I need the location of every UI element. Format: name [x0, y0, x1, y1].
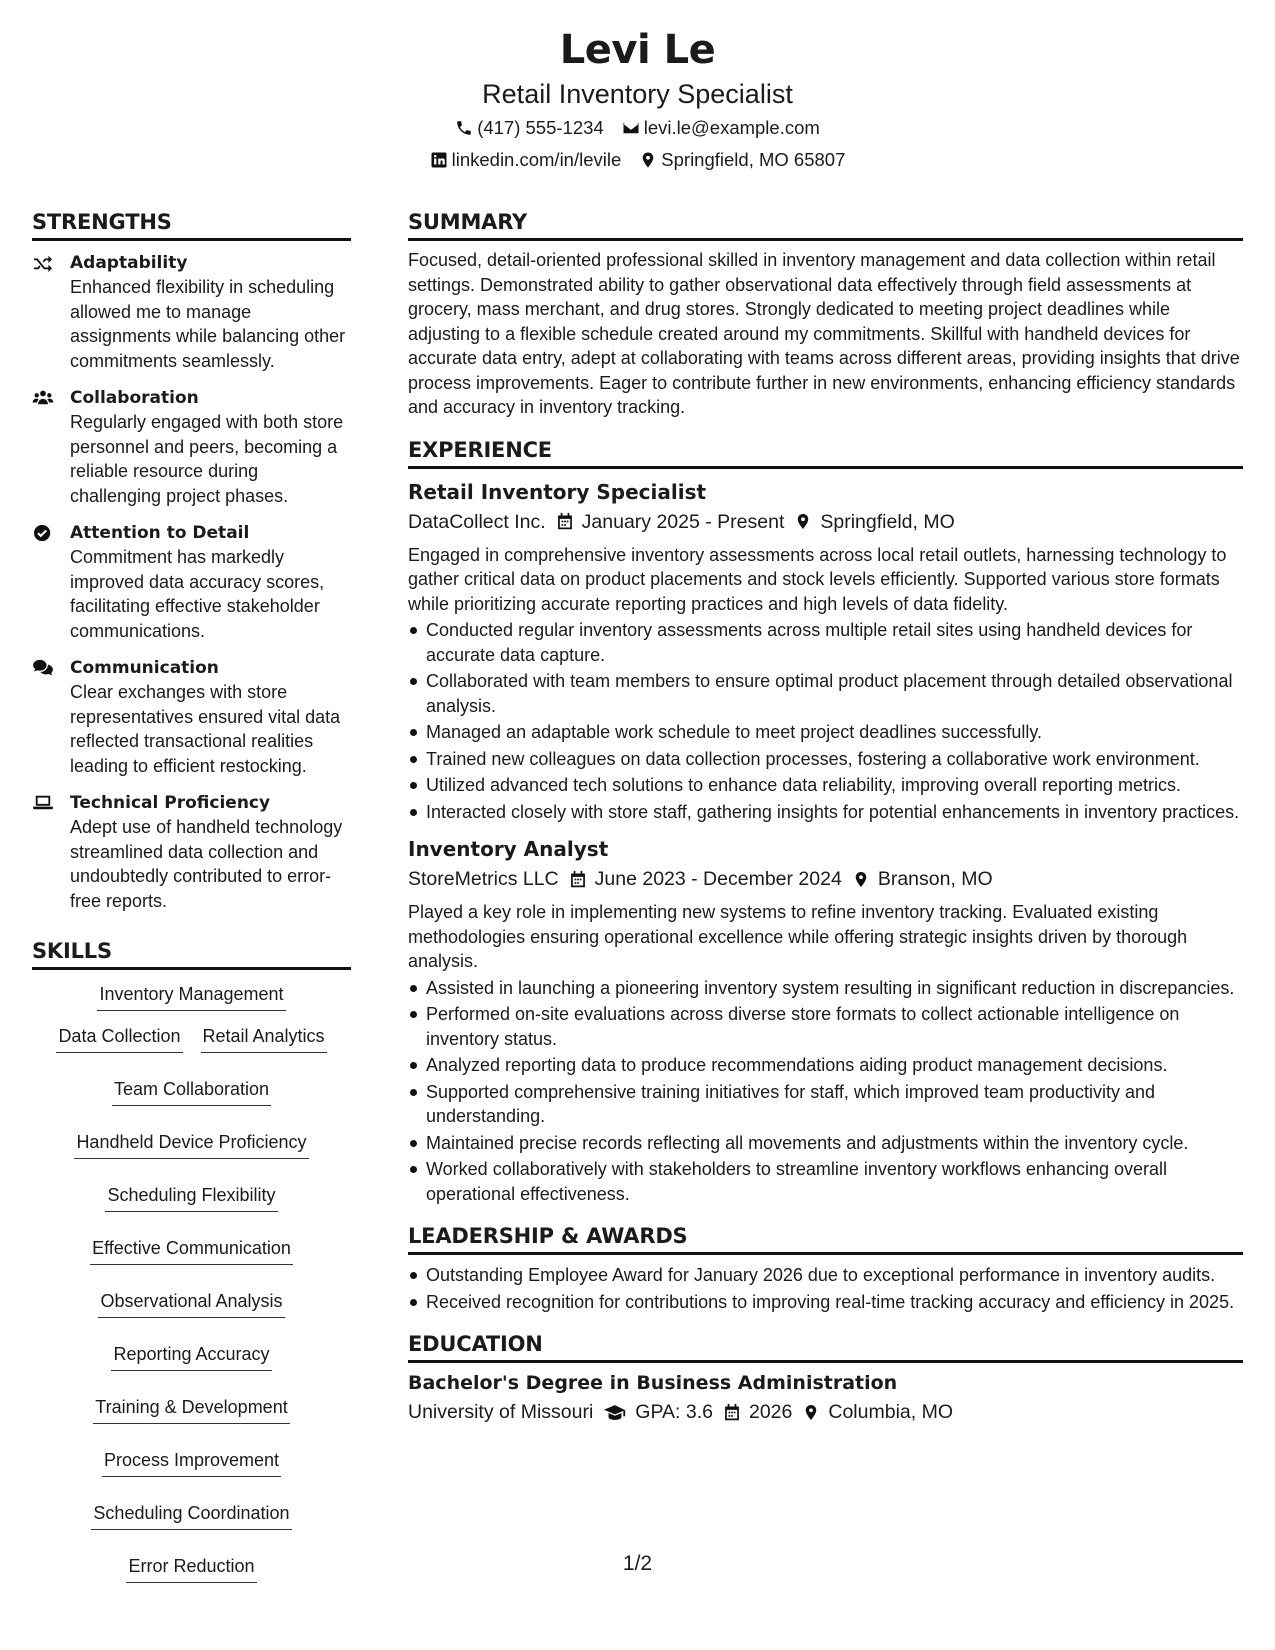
candidate-title: Retail Inventory Specialist	[482, 79, 793, 109]
check-circle-icon	[32, 524, 54, 542]
bullet-item: Utilized advanced tech solutions to enhance data reliability, improving overall reporting metrics.	[408, 773, 1243, 798]
strength-name: Technical Proficiency	[70, 793, 271, 813]
awards-list	[408, 1263, 1243, 1314]
job-location: Branson, MO	[877, 868, 993, 890]
bullet-item: Trained new colleagues on data collection processes, fostering a collaborative work environment.	[408, 747, 1243, 772]
job-company: StoreMetrics LLC	[408, 868, 559, 890]
strength-desc: Regularly engaged with both store personnel and peers, becoming a reliable resource during challenging project phases.	[70, 412, 344, 506]
bullet-item: Collaborated with team members to ensure optimal product placement through detailed observational analysis.	[408, 669, 1243, 718]
skills-list	[32, 980, 351, 1583]
job-dates: June 2023 - December 2024	[594, 868, 842, 890]
users-icon	[32, 389, 54, 407]
skill-tag: Error Reduction	[126, 1552, 256, 1583]
skill-tag: Handheld Device Proficiency	[74, 1128, 308, 1159]
laptop-icon	[32, 794, 54, 812]
strength-desc: Adept use of handheld technology streamlined data collection and undoubtedly contributed to error-free reports.	[70, 817, 343, 911]
bullet-item: Analyzed reporting data to produce recommendations aiding product management decisions.	[408, 1053, 1243, 1078]
map-pin-icon	[852, 870, 870, 889]
skill-tag: Data Collection	[56, 1022, 182, 1053]
skill-tag: Observational Analysis	[98, 1287, 284, 1318]
job-dates: January 2025 - Present	[581, 510, 785, 533]
education-location: Columbia, MO	[828, 1401, 953, 1423]
job-bullets	[408, 976, 1243, 1207]
location-contact	[639, 144, 845, 176]
education-degree: Bachelor's Degree in Business Administration	[408, 1372, 898, 1394]
page-number: 1/2	[622, 1552, 653, 1575]
experience-heading: EXPERIENCE	[408, 434, 1243, 469]
bullet-item: Worked collaboratively with stakeholders to streamline inventory workflows enhancing overall operational effectiveness.	[408, 1157, 1243, 1206]
skill-tag: Scheduling Coordination	[91, 1499, 291, 1530]
bullet-item: Interacted closely with store staff, gathering insights for potential enhancements in inventory practices.	[408, 800, 1243, 825]
job-company: DataCollect Inc.	[408, 510, 546, 533]
linkedin-icon	[430, 151, 448, 169]
skill-tag: Effective Communication	[90, 1234, 293, 1265]
strength-desc: Commitment has markedly improved data accuracy scores, facilitating effective stakeholder communications.	[70, 547, 325, 641]
job-meta	[408, 507, 1243, 537]
linkedin-text[interactable]: linkedin.com/in/levile	[451, 149, 622, 170]
strength-item	[32, 521, 351, 643]
skill-tag: Process Improvement	[102, 1446, 281, 1477]
skills-heading: SKILLS	[32, 935, 351, 970]
calendar-icon	[723, 1403, 741, 1422]
bullet-item: Assisted in launching a pioneering inventory system resulting in significant reduction in discrepancies.	[408, 976, 1243, 1001]
skill-tag: Reporting Accuracy	[111, 1340, 271, 1371]
job-bullets	[408, 618, 1243, 824]
education-gpa: GPA: 3.6	[635, 1401, 713, 1423]
education-school: University of Missouri	[408, 1401, 594, 1423]
resume-header	[0, 24, 1275, 176]
location-text: Springfield, MO 65807	[661, 149, 846, 170]
bullet-item: Supported comprehensive training initiatives for staff, which improved team productivity and understanding.	[408, 1080, 1243, 1129]
job-entry	[408, 834, 1243, 1206]
contact-row-1	[0, 112, 1275, 144]
award-item: Outstanding Employee Award for January 2026 due to exceptional performance in inventory audits.	[408, 1263, 1243, 1288]
skill-tag: Scheduling Flexibility	[105, 1181, 277, 1212]
shuffle-icon	[32, 254, 54, 272]
skill-tag: Team Collaboration	[112, 1075, 271, 1106]
strength-name: Collaboration	[70, 388, 199, 408]
education-year: 2026	[748, 1401, 793, 1423]
envelope-icon	[622, 119, 640, 137]
bullet-item: Managed an adaptable work schedule to meet project deadlines successfully.	[408, 720, 1243, 745]
job-title: Inventory Analyst	[408, 837, 609, 861]
strength-item	[32, 656, 351, 778]
job-title: Retail Inventory Specialist	[408, 479, 707, 504]
strength-item	[32, 386, 351, 508]
map-pin-icon	[794, 512, 812, 531]
bullet-item: Maintained precise records reflecting all movements and adjustments within the inventory cycle.	[408, 1131, 1243, 1156]
calendar-icon	[569, 870, 587, 889]
map-pin-icon	[639, 151, 657, 169]
skill-tag: Training & Development	[93, 1393, 289, 1424]
map-pin-icon	[802, 1403, 820, 1422]
left-column	[32, 206, 351, 1583]
phone-icon	[455, 119, 473, 137]
strength-name: Adaptability	[70, 253, 188, 273]
strength-name: Communication	[70, 658, 219, 678]
education-meta	[408, 1397, 1243, 1427]
strength-item	[32, 791, 351, 913]
job-description: Engaged in comprehensive inventory assessments across local retail outlets, harnessing technology to gather critical data on product placements and stock levels efficiently. Supported various store formats while prioritizing accurate reporting practices and high levels of data fidelity.	[408, 544, 1227, 614]
skill-tag: Retail Analytics	[201, 1022, 327, 1053]
job-entry	[408, 477, 1243, 825]
strength-name: Attention to Detail	[70, 523, 250, 543]
email-text[interactable]: levi.le@example.com	[643, 117, 820, 138]
job-meta	[408, 864, 1243, 894]
phone-contact	[455, 112, 604, 144]
phone-text: (417) 555-1234	[477, 117, 604, 138]
strengths-heading: STRENGTHS	[32, 206, 351, 241]
skill-tag: Inventory Management	[97, 980, 285, 1011]
summary-heading: SUMMARY	[408, 206, 1243, 241]
bullet-item: Performed on-site evaluations across diverse store formats to collect actionable intelligence on inventory status.	[408, 1002, 1243, 1051]
education-section	[408, 1328, 1243, 1427]
award-item: Received recognition for contributions to improving real-time tracking accuracy and efficiency in 2025.	[408, 1290, 1243, 1315]
education-heading: EDUCATION	[408, 1328, 1243, 1363]
comments-icon	[32, 659, 54, 677]
summary-text: Focused, detail-oriented professional skilled in inventory management and data collection within retail settings. Demonstrated ability to gather observational data effectively through field assessments at grocery, mass merchant, and drug stores. Strongly dedicated to meeting project deadlines while adjusting to a flexible schedule created around my commitments. Skillful with handheld devices for accurate data entry, adept at collaborating with teams across different areas, providing insights that drive process improvements. Eager to contribute further in new environments, enhancing efficiency standards and accuracy in inventory tracking.	[408, 250, 1240, 417]
strengths-list	[32, 251, 351, 913]
job-location: Springfield, MO	[820, 510, 955, 533]
linkedin-contact[interactable]	[430, 144, 622, 176]
awards-heading: LEADERSHIP & AWARDS	[408, 1220, 1243, 1255]
job-description: Played a key role in implementing new systems to refine inventory tracking. Evaluated existing methodologies ensuring operational excellence while offering strategic insights driven by thorough analysis.	[408, 902, 1188, 971]
bullet-item: Conducted regular inventory assessments across multiple retail sites using handheld devices for accurate data capture.	[408, 618, 1243, 667]
right-column	[408, 206, 1243, 1427]
contact-row-2	[0, 144, 1275, 176]
strength-item	[32, 251, 351, 373]
calendar-icon	[556, 512, 574, 531]
email-contact[interactable]	[622, 112, 820, 144]
strength-desc: Enhanced flexibility in scheduling allowed me to manage assignments while balancing other commitments seamlessly.	[70, 277, 346, 371]
awards-section	[408, 1220, 1243, 1314]
candidate-name: Levi Le	[559, 27, 716, 73]
strength-desc: Clear exchanges with store representatives ensured vital data reflected transactional realities leading to efficient restocking.	[70, 682, 341, 776]
graduation-cap-icon	[603, 1403, 627, 1422]
